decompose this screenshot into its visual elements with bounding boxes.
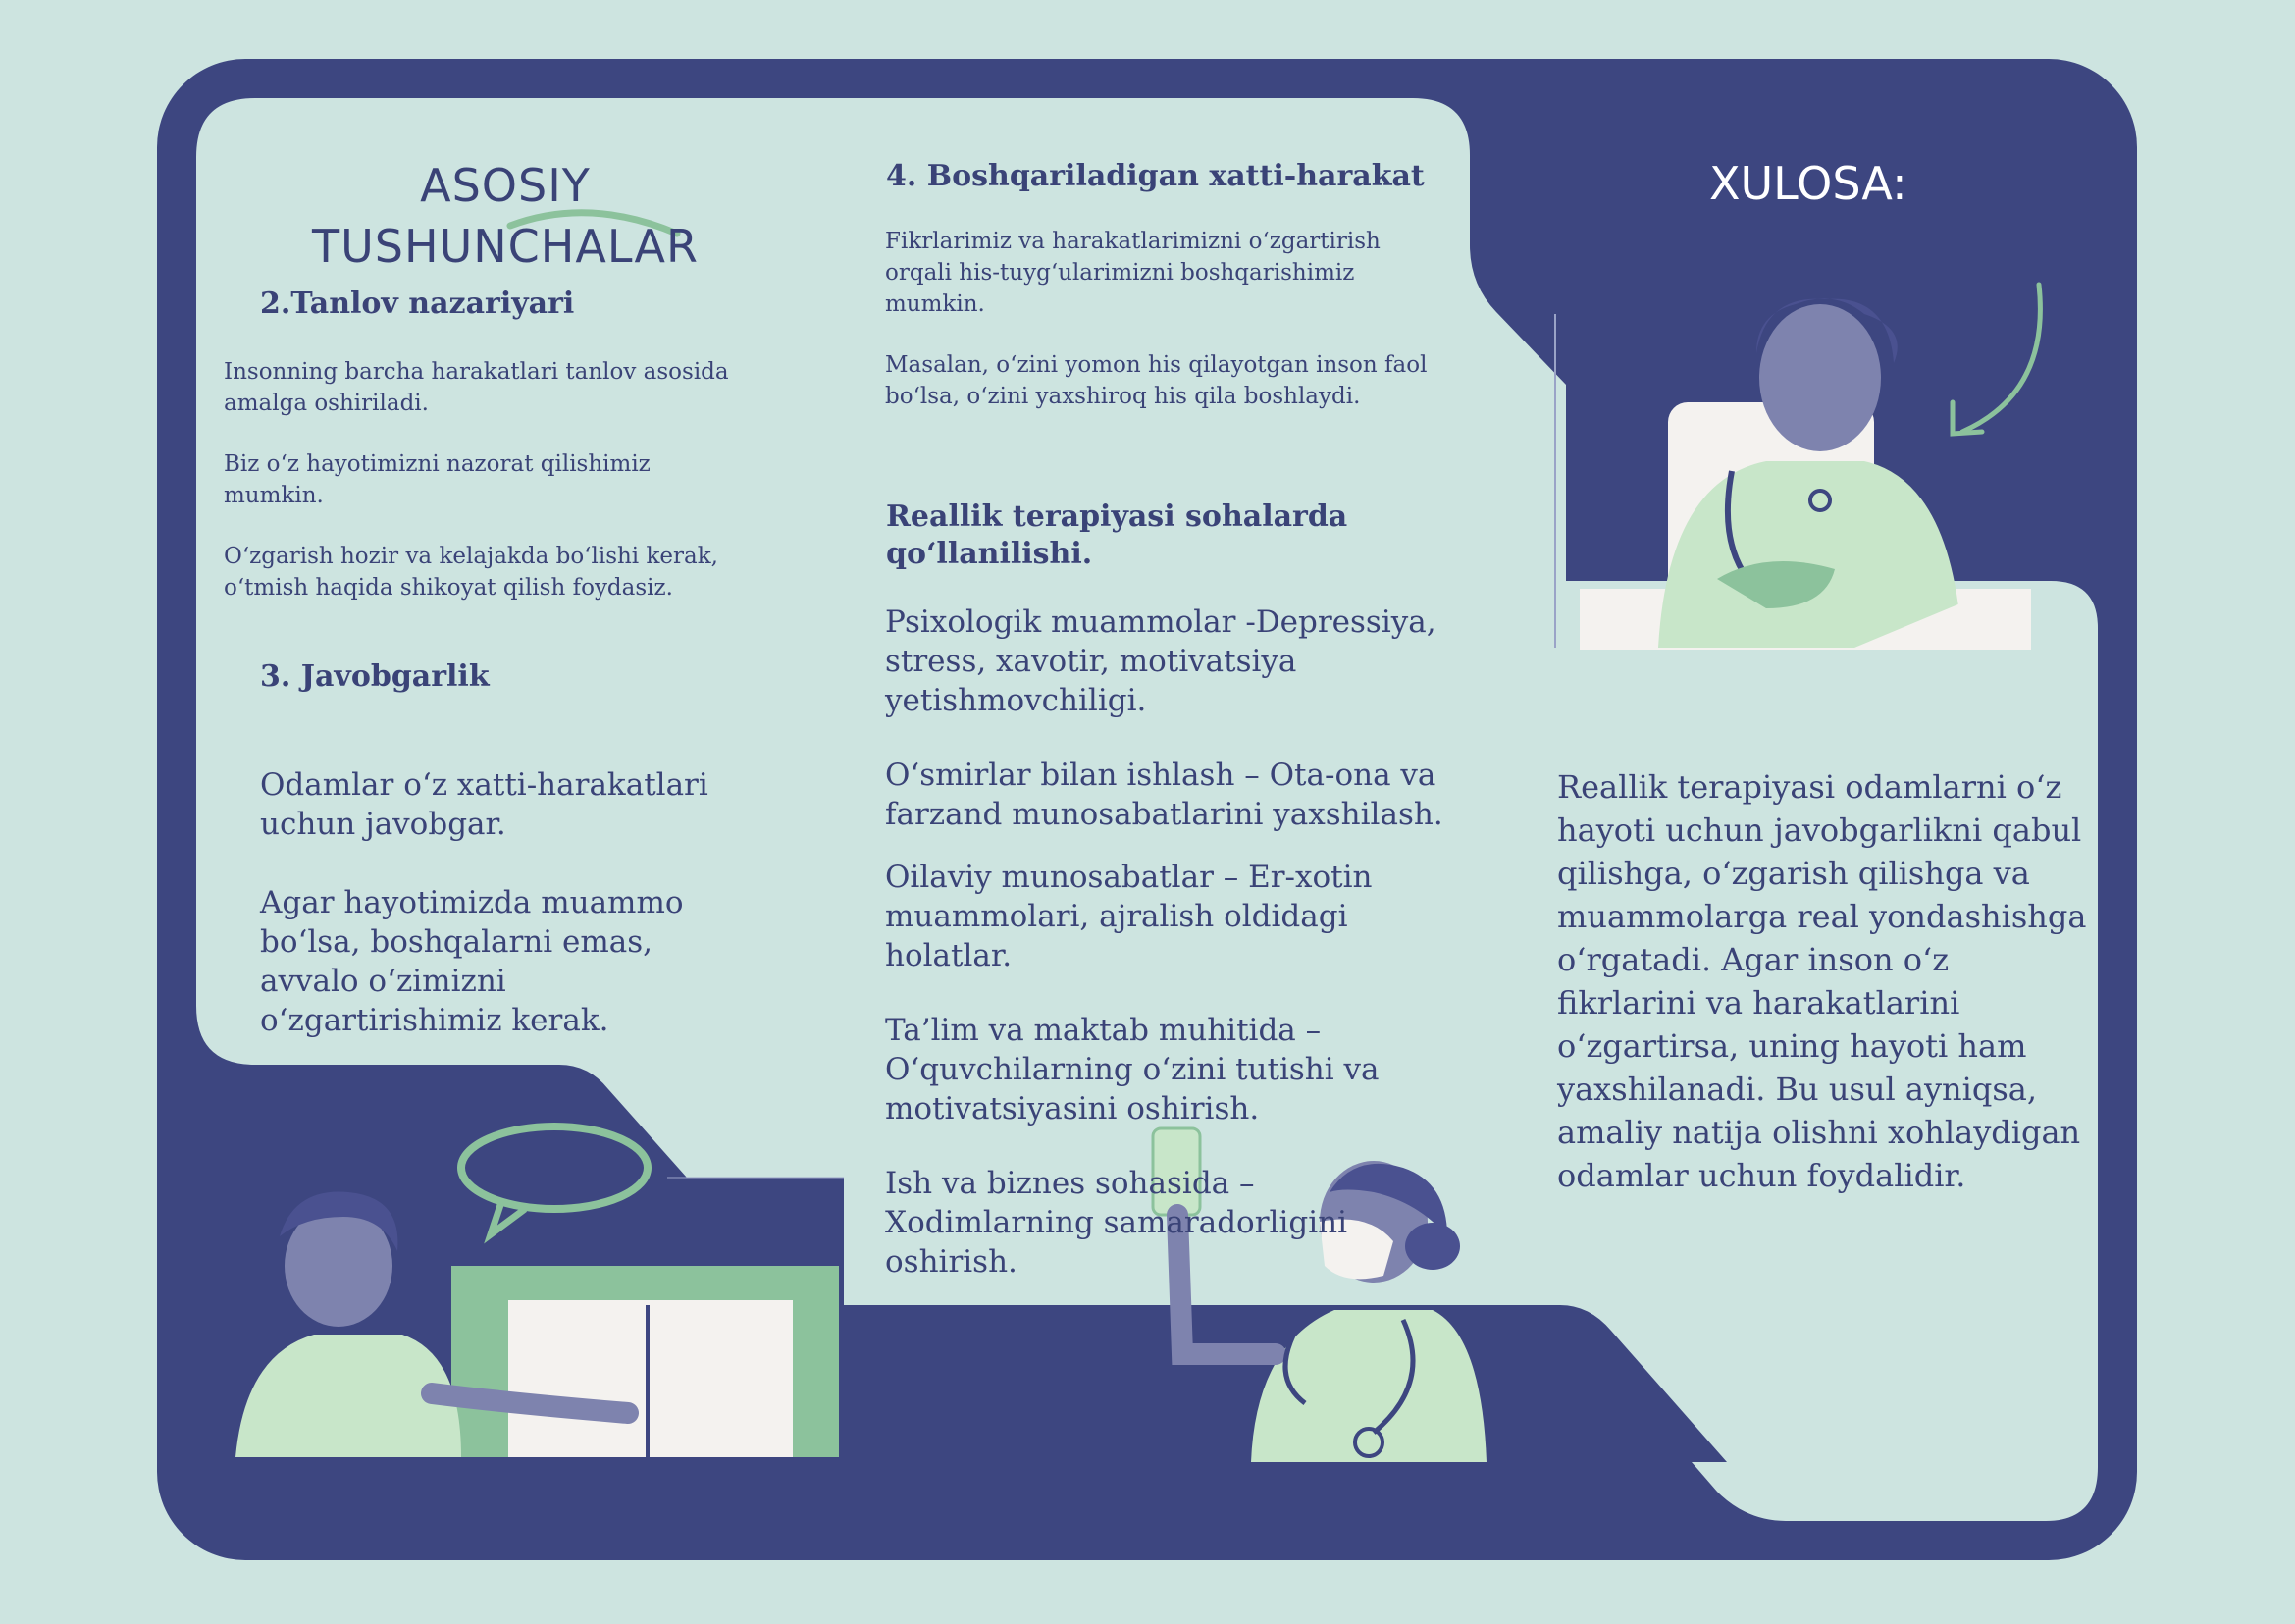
section-2-p2: Biz o‘z hayotimizni nazorat qilishimiz mumkin. (224, 451, 651, 508)
section-3-p1: Odamlar o‘z xatti-harakatlari uchun javobgar. (260, 767, 708, 842)
section-2-p3: O‘zgarish hozir va kelajakda bo‘lishi kerak, o‘tmish haqida shikoyat qilish foydasiz. (224, 544, 718, 601)
page-title-line2: TUSHUNCHALAR (312, 220, 699, 273)
section-3-body (260, 765, 751, 1040)
section-4-heading: 4. Boshqariladigan xatti-harakat (886, 159, 1425, 193)
section-4-p1: Fikrlarimiz va harakatlarimizni o‘zgartirish orqali his-tuyg‘ularimizni boshqarishimiz mumkin. (885, 229, 1381, 317)
section-4-p2: Masalan, o‘zini yomon his qilayotgan inson faol bo‘lsa, o‘zini yaxshiroq his qila boshlaydi. (885, 352, 1428, 409)
conclusion-title: XULOSA: (1709, 157, 1907, 210)
page-title-line1: ASOSIY (420, 159, 591, 212)
conclusion-body: Reallik terapiyasi odamlarni o‘z hayoti uchun javobgarlikni qabul qilishga, o‘zgarish qilishga va muammolarga real yondashishga o‘rgatadi. Agar inson o‘z fikrlarini va harakatlarini o‘zgartirsa, uning hayoti ham yaxshilanadi. Bu usul ayniqsa, amaliy natija olishni xohlaydigan odamlar uchun foydalidir. (1557, 768, 2087, 1194)
section-2-heading: 2.Tanlov nazariyari (260, 287, 575, 321)
applications-list (885, 602, 1464, 1282)
section-4-body (885, 226, 1439, 442)
section-3-p2: Agar hayotimizda muammo bo‘lsa, boshqalarni emas, avvalo o‘zimizni o‘zgartirishimiz kerak. (260, 885, 684, 1038)
application-item: Oilaviy munosabatlar – Er-xotin muammolari, ajralish oldidagi holatlar. (885, 860, 1373, 973)
application-item: Ish va biznes sohasida – Xodimlarning samaradorligini oshirish. (885, 1166, 1348, 1280)
application-item: Ta’lim va maktab muhitida – O‘quvchilarning o‘zini tutishi va motivatsiyasini oshirish. (885, 1013, 1380, 1126)
applications-heading: Reallik terapiyasi sohalarda qo‘llanilishi. (886, 499, 1348, 571)
application-item: O‘smirlar bilan ishlash – Ota-ona va farzand munosabatlarini yaxshilash. (885, 758, 1443, 832)
page-title (304, 155, 706, 277)
application-item: Psixologik muammolar -Depressiya, stress, xavotir, motivatsiya yetishmovchiligi. (885, 604, 1436, 718)
section-3-heading: 3. Javobgarlik (260, 659, 490, 694)
section-2-body (224, 356, 744, 633)
section-2-p1: Insonning barcha harakatlari tanlov asosida amalga oshiriladi. (224, 359, 729, 416)
